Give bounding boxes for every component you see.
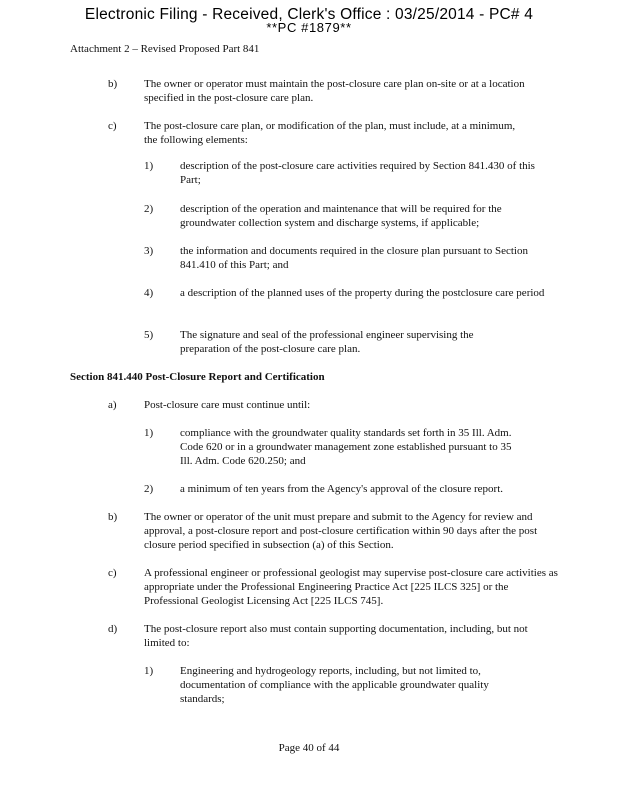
- subitem-a2-text: a minimum of ten years from the Agency's approval of the closure report.: [180, 483, 504, 495]
- subitem-label: 1): [144, 427, 154, 439]
- subitem-label: 2): [144, 483, 154, 495]
- paragraph-c2: A professional engineer or professional geologist may supervise post-closure care activities as appropriate under the Professional Engineering Practice Act [225 ILCS 325] or the Professional Geologist Licensing Act [225 ILCS 745].: [144, 567, 558, 607]
- subitem-label: 3): [144, 245, 154, 257]
- section-heading: Section 841.440 Post-Closure Report and Certification: [70, 371, 325, 383]
- subitem-c3-text: the information and documents required in the closure plan pursuant to Section 841.410 of this Part; and: [180, 245, 528, 271]
- attachment-heading: Attachment 2 – Revised Proposed Part 841: [70, 43, 260, 55]
- item-label: c): [108, 567, 117, 579]
- filing-stamp: Electronic Filing - Received, Clerk's Office : 03/25/2014 - PC# 4: [84, 6, 534, 23]
- subitem-label: 5): [144, 329, 154, 341]
- subitem-c5-text: The signature and seal of the professional engineer supervising the preparation of the post-closure care plan.: [180, 329, 474, 355]
- subitem-c4-text: a description of the planned uses of the property during the postclosure care period: [180, 287, 545, 299]
- subitem-label: 4): [144, 287, 154, 299]
- paragraph-d: The post-closure report also must contain supporting documentation, including, but not limited to:: [144, 623, 528, 649]
- paragraph-a: Post-closure care must continue until:: [144, 399, 311, 411]
- item-label: c): [108, 120, 117, 132]
- item-label: a): [108, 399, 117, 411]
- subitem-d1-text: Engineering and hydrogeology reports, including, but not limited to, documentation of compliance with the applicable groundwater quality standards;: [180, 665, 489, 705]
- paragraph-c: The post-closure care plan, or modification of the plan, must include, at a minimum, the following elements:: [144, 120, 516, 146]
- item-label: b): [108, 78, 118, 90]
- paragraph-b: The owner or operator must maintain the post-closure care plan on-site or at a location specified in the post-closure care plan.: [144, 78, 525, 104]
- item-label: d): [108, 623, 118, 635]
- subitem-a1-text: compliance with the groundwater quality standards set forth in 35 Ill. Adm. Code 620 or in a groundwater management zone established pursuant to 35 Ill. Adm. Code 620.250; and: [180, 427, 512, 467]
- item-label: b): [108, 511, 118, 523]
- page-number: Page 40 of 44: [278, 742, 340, 754]
- subitem-label: 1): [144, 665, 154, 677]
- paragraph-b2: The owner or operator of the unit must prepare and submit to the Agency for review and approval, a post-closure report and post-closure certification within 90 days after the post closure period specified in subsection (a) of this Section.: [144, 511, 538, 551]
- subitem-c2-text: description of the operation and maintenance that will be required for the groundwater collection system and discharge systems, if applicable;: [180, 203, 502, 229]
- subitem-c1-text: description of the post-closure care activities required by Section 841.430 of this Part;: [180, 160, 535, 186]
- subitem-label: 1): [144, 160, 154, 172]
- pc-number-stamp: **PC #1879**: [266, 20, 352, 35]
- subitem-label: 2): [144, 203, 154, 215]
